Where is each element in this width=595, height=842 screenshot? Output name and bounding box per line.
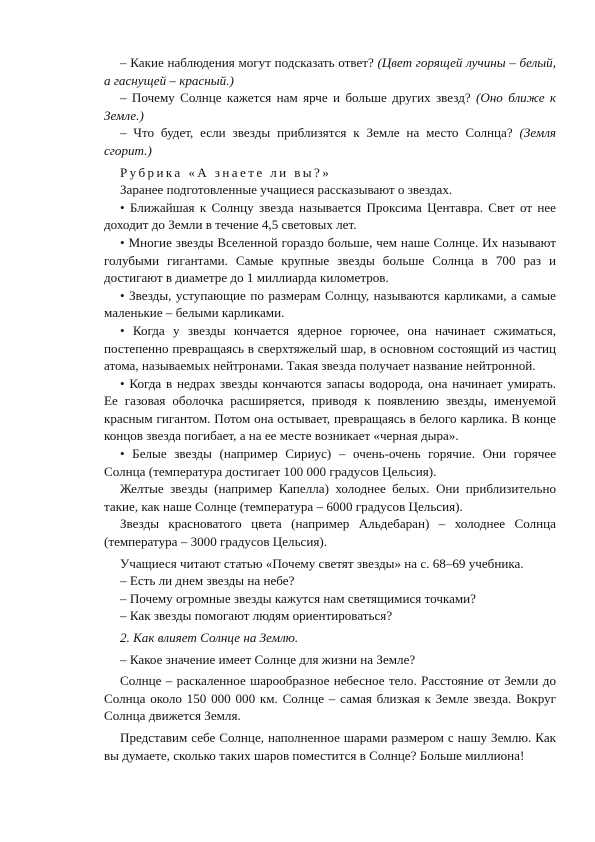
question-text: – Какие наблюдения могут подсказать ответ? (120, 55, 378, 70)
answer-text: (Земля сгорит.) (104, 125, 556, 158)
question-observations (104, 54, 556, 89)
question-sun-life: – Какое значение имеет Солнце для жизни на Земле? (120, 651, 416, 667)
paragraph-sun: Солнце – раскаленное шарообразное небесное тело. Расстояние от Земли до Солнца около 150 000 000 км. Солнце – самая близкая к Земле звезда. Вокруг Солнца движется Земля. (104, 673, 556, 724)
document-page (104, 54, 556, 764)
question-text: – Что будет, если звезды приблизятся к Земле на место Солнца? (120, 125, 520, 141)
fact-white-stars: • Белые звезды (например Сириус) – очень-очень горячие. Они горячее Солнца (температура достигает 100 000 градусов Цельсия). (104, 446, 556, 479)
fact-red-stars: Звезды красноватого цвета (например Альдебаран) – холоднее Солнца (температура – 3000 градусов Цельсия). (104, 516, 556, 550)
answer-text: (Цвет горящей лучины – белый, а гаснущей – красный.) (104, 55, 556, 88)
question-day-stars: – Есть ли днем звезды на небе? (120, 573, 295, 589)
reading-task: Учащиеся читают статью «Почему светят звезды» на с. 68–69 учебника. (120, 555, 524, 571)
question-points: – Почему огромные звезды кажутся нам светящимися точками? (120, 590, 476, 606)
paragraph-earth-balls: Представим себе Солнце, наполненное шарами размером с нашу Землю. Как вы думаете, сколько таких шаров поместится в Солнце? Больше миллиона! (104, 729, 556, 763)
fact-red-giant: • Когда в недрах звезды кончаются запасы водорода, она начинает умирать. Ее газовая оболочка расширяется, приводя к появлению звезды, именуемой красным гигантом. Потом она остывает, превращаясь в белого карлика. В конце концов звезда погибает, а на ее месте возникает «черная дыра». (104, 375, 556, 444)
question-orientation: – Как звезды помогают людям ориентироваться? (120, 608, 393, 624)
fact-neutron-star: • Когда у звезды кончается ядерное горючее, она начинает сжиматься, постепенно превращаясь в сверхтяжелый шар, в основном состоящий из частиц атома, называемых нейтронами. Такая звезда получает название нейтронной. (104, 322, 556, 374)
fact-yellow-stars: Желтые звезды (например Капелла) холоднее белых. Они приблизительно такие, как наше Солнце (температура – 6000 градусов Цельсия). (104, 481, 556, 514)
rubric-heading: Рубрика «А знаете ли вы?» (120, 164, 332, 180)
fact-blue-giants: • Многие звезды Вселенной гораздо больше, чем наше Солнце. Их называют голубыми гигантами. Самые крупные звезды больше Солнца в 700 раз и достигают в диаметре до 1 миллиарда километров. (104, 234, 556, 286)
question-text: – Почему Солнце кажется нам ярче и больше других звезд? (120, 90, 476, 106)
question-stars-approach (104, 124, 556, 159)
question-sun-brightness (104, 89, 556, 124)
fact-dwarfs: • Звезды, уступающие по размерам Солнцу, называются карликами, а самые маленькие – белыми карликами. (104, 287, 556, 321)
fact-proxima: • Ближайшая к Солнцу звезда называется Проксима Центавра. Свет от нее доходит до Земли в течение 4,5 световых лет. (104, 199, 556, 233)
rubric-intro: Заранее подготовленные учащиеся рассказывают о звездах. (120, 182, 453, 198)
section-heading: 2. Как влияет Солнце на Землю. (120, 630, 299, 645)
answer-text: (Оно ближе к Земле.) (104, 90, 556, 123)
